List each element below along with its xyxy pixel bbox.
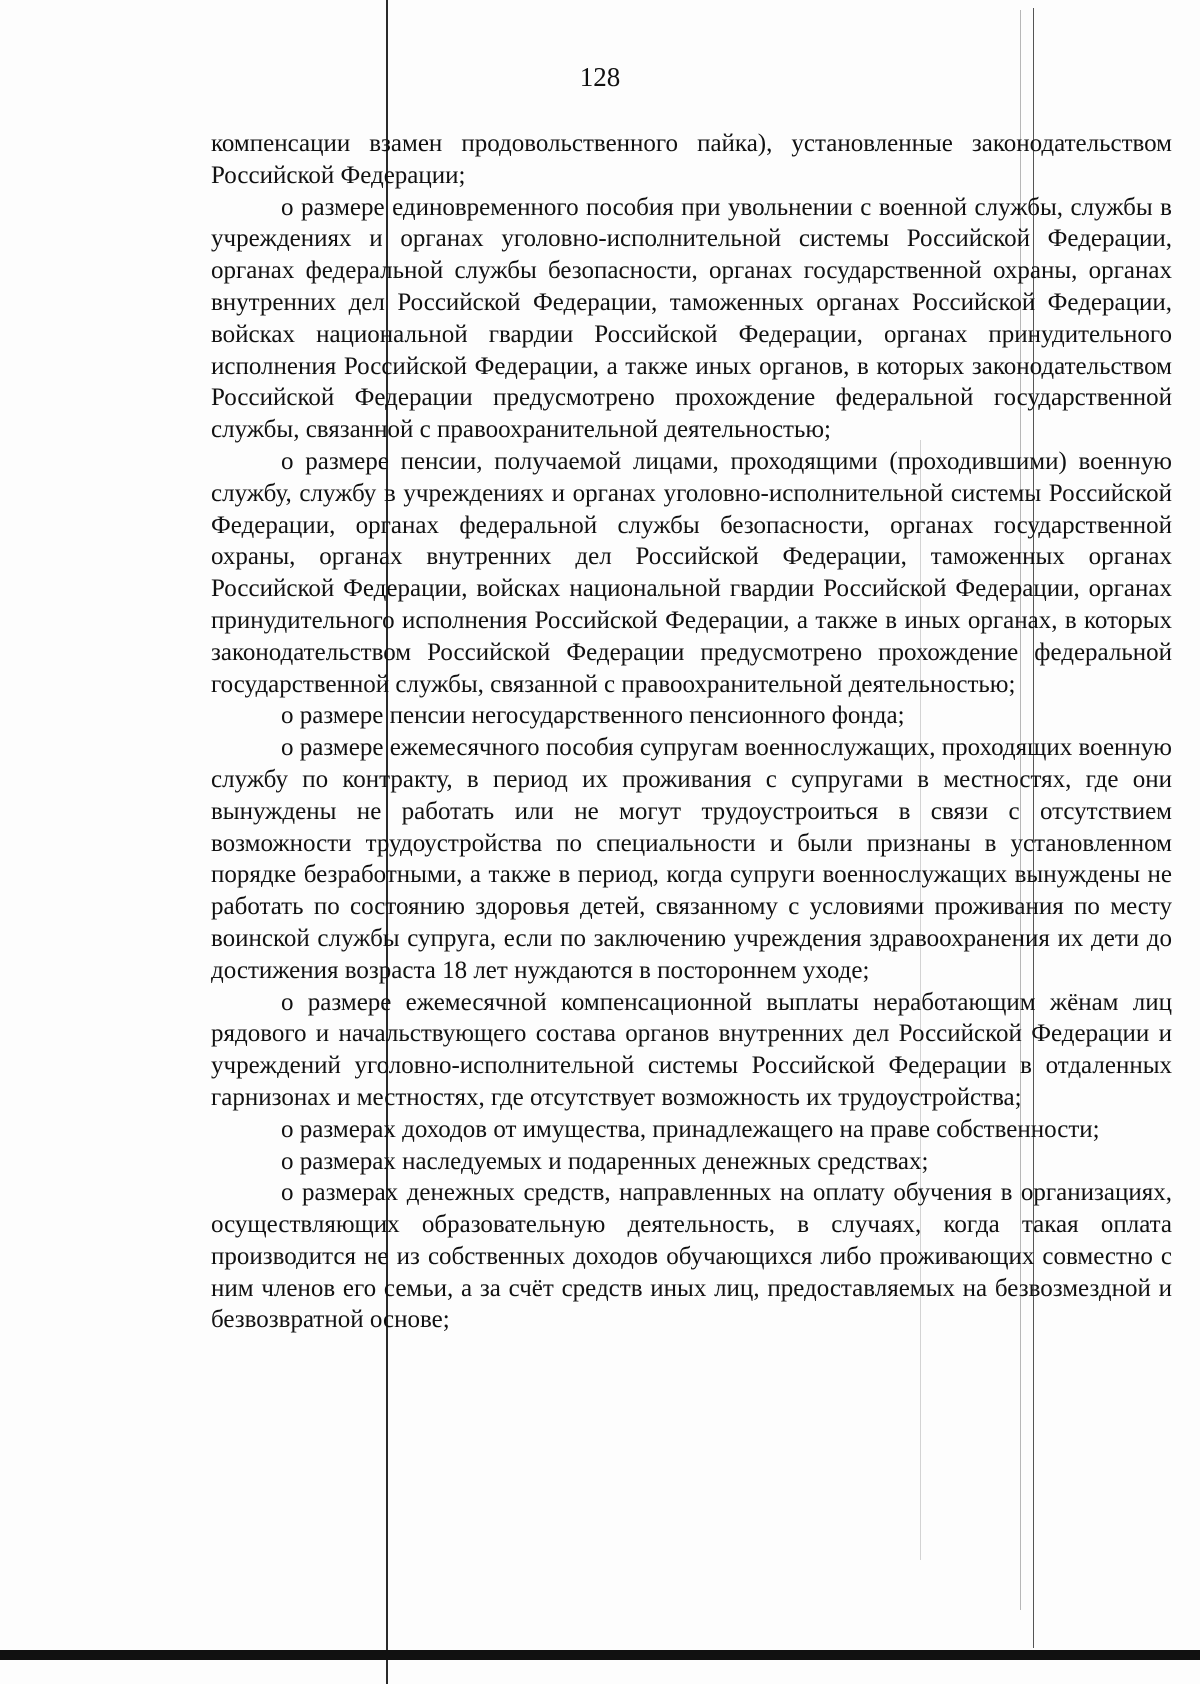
- paragraph: о размерах доходов от имущества, принадлежащего на праве собственности;: [281, 1115, 1100, 1143]
- document-body: [211, 128, 1172, 1336]
- paragraph: о размерах денежных средств, направленных на оплату обучения в организациях, осуществляющих образовательную деятельность, в случаях, когда такая оплата производится не из собственных доходов обучающихся либо проживающих совместно с ним членов его семьи, а за счёт средств иных лиц, предоставляемых на безвозмездной и безвозвратной основе;: [211, 1179, 1172, 1334]
- paragraph: о размере ежемесячной компенсационной выплаты неработающим жёнам лиц рядового и начальствующего состава органов внутренних дел Российской Федерации и учреждений уголовно-исполнительной системы Российской Федерации в отдаленных гарнизонах и местностях, где отсутствует возможность их трудоустройства;: [211, 988, 1172, 1111]
- paragraph: о размере ежемесячного пособия супругам военнослужащих, проходящих военную службу по контракту, в период их проживания с супругами в местностях, где они вынуждены не работать или не могут трудоустроиться в связи с отсутствием возможности трудоустройства по специальности и были признаны в установленном порядке безработными, а также в период, когда супруги военнослужащих вынуждены не работать по состоянию здоровья детей, связанному с условиями проживания по месту воинской службы супруга, если по заключению учреждения здравоохранения их дети до достижения возраста 18 лет нуждаются в постороннем уходе;: [211, 734, 1172, 984]
- paragraph: о размерах наследуемых и подаренных денежных средствах;: [281, 1147, 929, 1175]
- paragraph: о размере пенсии негосударственного пенсионного фонда;: [281, 702, 905, 730]
- paragraph: о размере единовременного пособия при увольнении с военной службы, службы в учреждениях и органах уголовно-исполнительной системы Российской Федерации, органах федеральной службы безопасности, органах государственной охраны, органах внутренних дел Российской Федерации, таможенных органах Российской Федерации, войсках национальной гвардии Российской Федерации, органах принудительного исполнения Российской Федерации, а также иных органов, в которых законодательством Российской Федерации предусмотрено прохождение федеральной государственной службы, связанной с правоохранительной деятельностью;: [211, 193, 1172, 444]
- page-number: 128: [579, 62, 621, 92]
- paragraph: компенсации взамен продовольственного пайка), установленные законодательством Российской Федерации;: [211, 130, 1172, 189]
- scan-bottom-edge: [0, 1650, 1200, 1660]
- paragraph: о размере пенсии, получаемой лицами, проходящими (проходившими) военную службу, службу в учреждениях и органах уголовно-исполнительной системы Российской Федерации, органах федеральной службы безопасности, органах государственной охраны, органах внутренних дел Российской Федерации, таможенных органах Российской Федерации, войсках национальной гвардии Российской Федерации, органах принудительного исполнения Российской Федерации, а также в иных органах, в которых законодательством Российской Федерации предусмотрено прохождение федеральной государственной службы, связанной с правоохранительной деятельностью;: [211, 447, 1172, 698]
